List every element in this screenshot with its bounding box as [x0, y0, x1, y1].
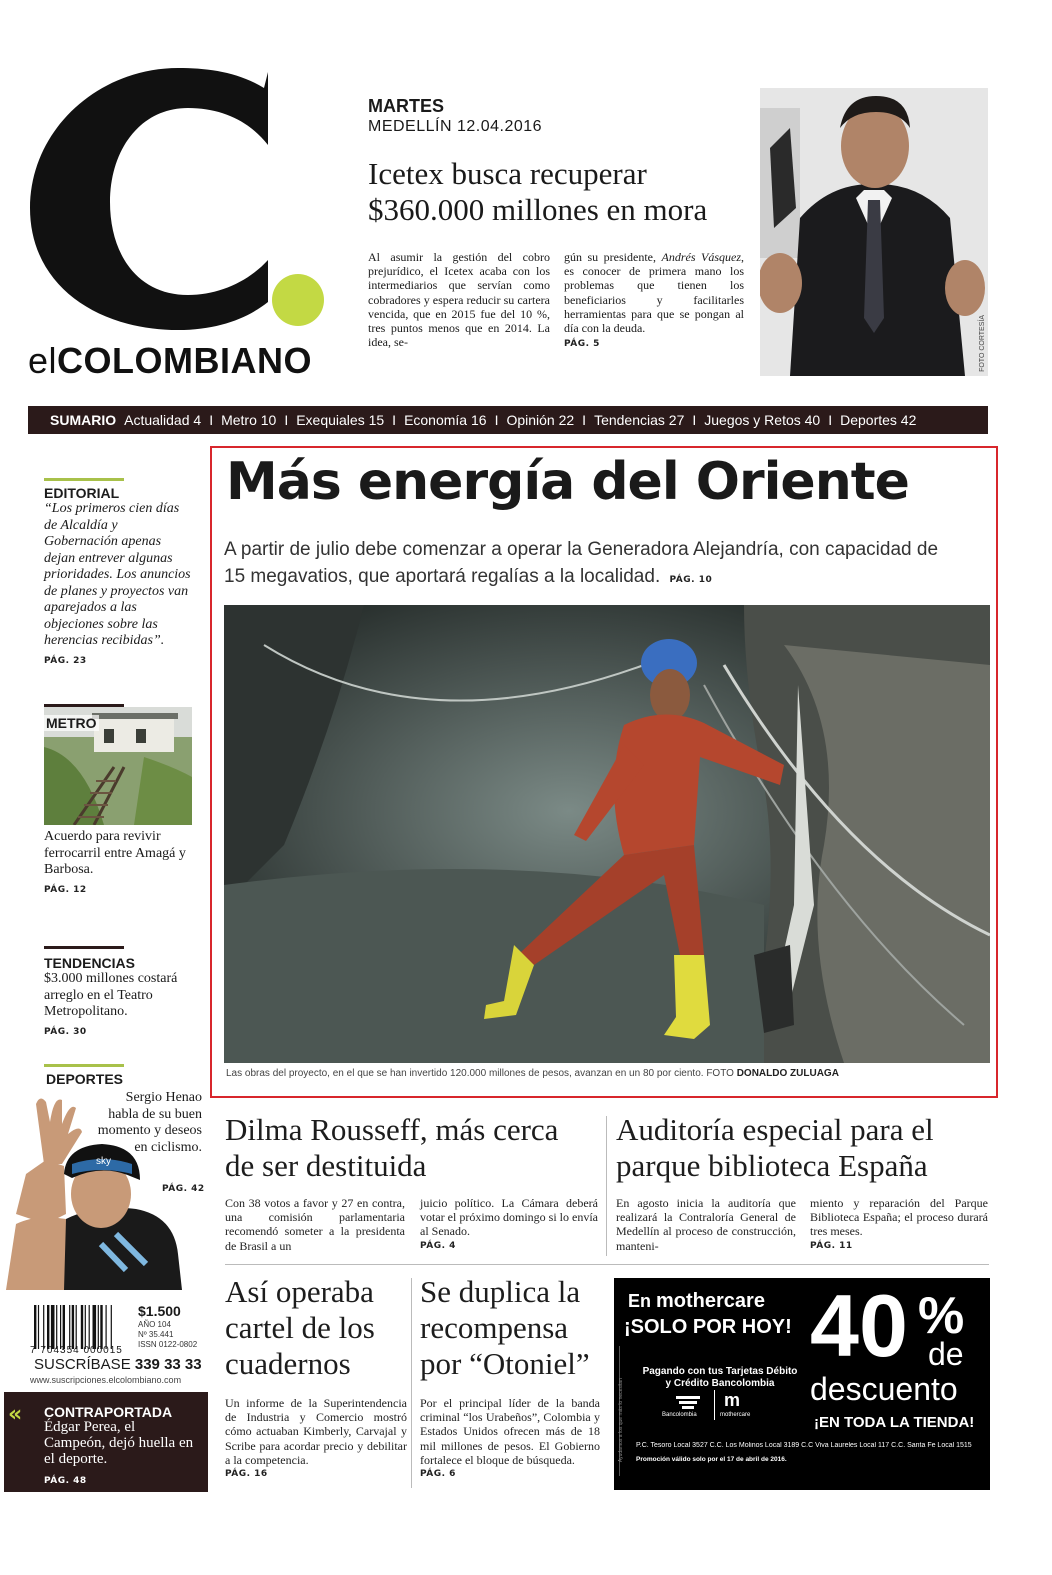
sumario-item[interactable]: Exequiales 15: [296, 412, 385, 428]
auditoria-title[interactable]: Auditoría especial para el parque biblioteca España: [616, 1112, 934, 1183]
logo-c-mark: [28, 50, 328, 350]
editorial-page: PÁG. 23: [44, 655, 87, 666]
metro-photo: [44, 707, 192, 825]
sumario-item[interactable]: Juegos y Retos 40: [704, 412, 821, 428]
metro-text: Acuerdo para revivir ferrocarril entre Amagá y Barbosa.: [44, 829, 186, 877]
section-rule: [44, 478, 124, 481]
sumario-label: SUMARIO: [50, 412, 117, 428]
sumario-bar: SUMARIO Actualidad 4 I Metro 10 I Exequiales 15 I Economía 16 I Opinión 22 I Tendencias 27 I Juegos y Retos 40 I Deportes 42: [28, 406, 988, 434]
editorial-quote: “Los primeros cien días de Alcaldía y Gobernación apenas dejan entrever algunas prioridades. Los anuncios de planes y proyectos van aparejados a las objeciones sobre las herencias recibidas”.: [44, 501, 191, 648]
column-divider: [606, 1116, 607, 1256]
sumario-item[interactable]: Tendencias 27: [594, 412, 685, 428]
sumario-item[interactable]: Actualidad 4: [124, 412, 202, 428]
issue-day: MARTES: [368, 96, 444, 116]
barcode: [32, 1305, 134, 1349]
main-story-photo[interactable]: [224, 605, 990, 1063]
ad-forty: 40: [810, 1278, 908, 1375]
subscribe-line[interactable]: SUSCRÍBASE 339 33 33: [34, 1356, 202, 1373]
tendencias-text: $3.000 millones costará arreglo en el Teatro Metropolitano.: [44, 971, 178, 1019]
contraportada-label: CONTRAPORTADA: [44, 1404, 173, 1420]
tendencias-label: TENDENCIAS: [44, 955, 136, 971]
price: $1.500: [138, 1303, 181, 1319]
metro-block[interactable]: [44, 704, 194, 895]
dilma-title[interactable]: Dilma Rousseff, más cerca de ser destituida: [225, 1112, 559, 1183]
ad-bank-name: Bancolombia: [662, 1412, 697, 1418]
main-story-title[interactable]: Más energía del Oriente: [226, 452, 909, 512]
top-story-photo[interactable]: [760, 88, 988, 376]
ad-brand-small: mothercare: [720, 1412, 751, 1418]
dilma-page: PÁG. 4: [420, 1240, 456, 1251]
ad-side-text: Ayudamos a los que más lo necesitan: [618, 1378, 624, 1463]
deportes-page: PÁG. 42: [162, 1184, 205, 1194]
contraportada-page: PÁG. 48: [44, 1476, 87, 1486]
auditoria-page: PÁG. 11: [810, 1240, 853, 1251]
otoniel-page: PÁG. 6: [420, 1469, 456, 1480]
editorial-block[interactable]: [44, 478, 194, 666]
ad-promo: Promoción válido solo por el 17 de abril de 2016.: [636, 1456, 787, 1463]
top-story-page: PÁG. 5: [564, 339, 600, 350]
top-story-column-1: Al asumir la gestión del cobro prejurídico, el Icetex acaba con los intermediarios que servían como cobradores y espera reducir su cartera vencida, que en 2015 fue del 10 %, tres puntos menos que en 2014. La idea, se-: [368, 250, 550, 350]
bancolombia-logo-icon: [670, 1394, 706, 1412]
main-story-caption: Las obras del proyecto, en el que se han invertido 120.000 millones de pesos, avanzan en un 80 por ciento. FOTO DONALDO ZULUAGA: [226, 1068, 839, 1079]
ad-solo-hoy: ¡SOLO POR HOY!: [624, 1316, 792, 1338]
deportes-label: DEPORTES: [46, 1071, 124, 1087]
contraportada-text: Édgar Perea, el Campeón, dejó huella en el deporte.: [44, 1419, 194, 1467]
issue-info: AÑO 104 Nº 35.441 ISSN 0122-0802: [138, 1320, 198, 1349]
ad-descuento: descuento: [810, 1371, 958, 1407]
mothercare-ad[interactable]: [614, 1278, 990, 1490]
top-story-title[interactable]: Icetex busca recuperar $360.000 millones en mora: [368, 156, 708, 227]
sumario-item[interactable]: Metro 10: [221, 412, 277, 428]
column-divider: [411, 1278, 412, 1488]
logo-dot-icon: [272, 274, 324, 326]
main-story-page: PÁG. 10: [669, 575, 713, 585]
tendencias-page: PÁG. 30: [44, 1026, 87, 1037]
ad-brand-line: En mothercare: [628, 1290, 765, 1312]
subscribe-url[interactable]: www.suscripciones.elcolombiano.com: [30, 1375, 182, 1385]
svg-text:sky: sky: [96, 1156, 111, 1167]
double-chevron-left-icon: «: [8, 1402, 23, 1427]
ad-toda-tienda: ¡EN TODA LA TIENDA!: [814, 1414, 975, 1431]
mothercare-logo-icon: m: [724, 1390, 741, 1410]
auditoria-column-1: En agosto inicia la auditoría que realizará la Contraloría General de Medellín al proceso de construcción, manteni-: [616, 1196, 796, 1253]
issue-city-date: MEDELLÍN 12.04.2016: [368, 118, 543, 135]
otoniel-body: Por el principal líder de la banda criminal “los Urabeños”, Colombia y Estados Unidos ofrecen más de 18 mil millones de pesos. El Gobierno fortalece el bloque de búsqueda. PÁG. 6: [420, 1396, 600, 1481]
sumario-item[interactable]: Deportes 42: [840, 412, 917, 428]
sumario-item[interactable]: Economía 16: [404, 412, 487, 428]
dilma-column-2: juicio político. La Cámara deberá votar el próximo domingo si lo envía al Senado. PÁG. 4: [420, 1196, 598, 1253]
tendencias-block[interactable]: [44, 946, 194, 1037]
top-story-column-2: gún su presidente, Andrés Vásquez, es conocer de primera mano los problemas que tienen los beneficiarios y facilitarles herramientas para que se pongan al día con la deuda. PÁG. 5: [564, 250, 744, 351]
main-story-deck: A partir de julio debe comenzar a operar la Generadora Alejandría, con capacidad de 15 megavatios, que aportará regalías a la localidad. PÁG. 10: [224, 539, 939, 587]
editorial-label: EDITORIAL: [44, 485, 120, 501]
top-photo-credit: FOTO CORTESÍA: [979, 315, 986, 372]
ad-stores: P.C. Tesoro Local 3527 C.C. Los Molinos Local 3189 C.C Viva Laureles Local 117 C.C. Santa Fe Local 1515: [636, 1442, 972, 1449]
cartel-title[interactable]: Así operaba cartel de los cuadernos: [225, 1274, 375, 1381]
section-divider: [225, 1264, 989, 1265]
cartel-page: PÁG. 16: [225, 1469, 268, 1480]
logo-wordmark[interactable]: elCOLOMBIANO: [28, 340, 313, 381]
dilma-column-1: Con 38 votos a favor y 27 en contra, una comisión parlamentaria recomendó someter a la presidenta de Brasil a un: [225, 1196, 405, 1253]
section-rule: [44, 946, 124, 949]
deportes-rule: [44, 1064, 124, 1067]
ad-de: de: [928, 1336, 964, 1372]
sumario-item[interactable]: Opinión 22: [506, 412, 575, 428]
otoniel-title[interactable]: Se duplica la recompensa por “Otoniel”: [420, 1274, 590, 1381]
ad-percent: %: [918, 1287, 965, 1345]
cartel-body: Un informe de la Superintendencia de Industria y Comercio mostró cómo actuaban Kimberly, Carvajal y Scribe para acordar precio y debilitar a la competencia. PÁG. 16: [225, 1396, 407, 1481]
ad-payment-text: Pagando con tus Tarjetas Débito y Crédito Bancolombia: [642, 1366, 798, 1389]
auditoria-column-2: miento y reparación del Parque Biblioteca España; el proceso durará tres meses. PÁG. 11: [810, 1196, 988, 1253]
barcode-digits: 7 704354 000015: [30, 1345, 123, 1356]
contraportada-box[interactable]: [4, 1392, 208, 1492]
metro-page: PÁG. 12: [44, 884, 87, 895]
deportes-text: Sergio Henao habla de su buen momento y deseos en ciclismo.: [97, 1090, 202, 1155]
metro-label: METRO: [46, 715, 97, 731]
